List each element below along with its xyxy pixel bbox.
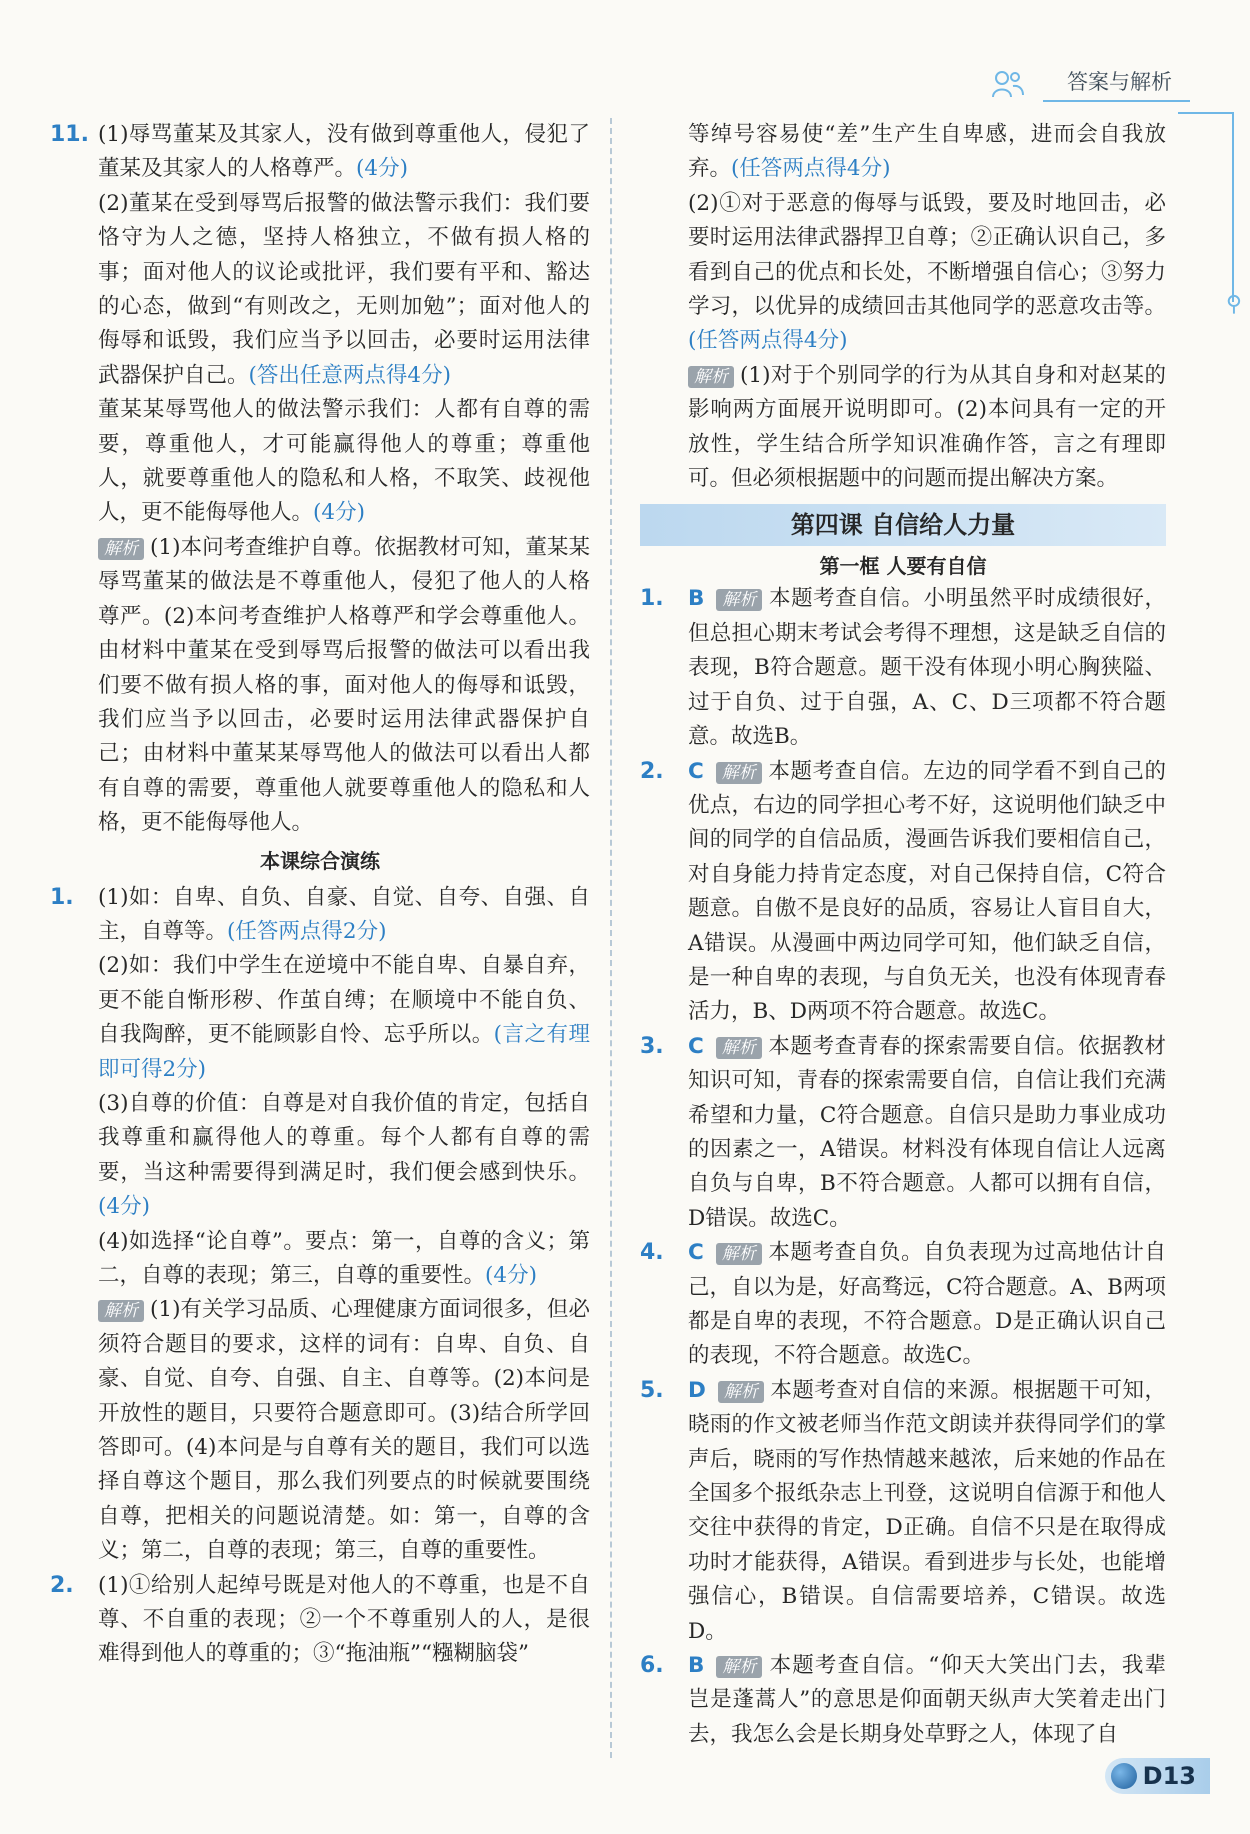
mc-item <box>640 1030 1166 1236</box>
header <box>991 60 1190 108</box>
answer-text: (2)①对于恶意的侮辱与诋毁，要及时地回击，必要时运用法律武器捍卫自尊；②正确认识自己，多看到自己的优点和长处，不断增强自信心；③努力学习，以优异的成绩回击其他同学的恶意攻击等。 <box>688 190 1166 320</box>
question-1 <box>50 881 590 1569</box>
answer-letter: C <box>688 1033 704 1059</box>
mc-item <box>640 582 1166 754</box>
analysis-tag: 解析 <box>716 1037 762 1059</box>
analysis-text: (1)对于个别同学的行为从其自身和对赵某的影响两方面展开说明即可。(2)本问具有一定的开放性，学生结合所学知识准确作答，言之有理即可。但必须根据题中的问题而提出解决方案。 <box>688 362 1166 492</box>
margin-decoration <box>1232 112 1234 302</box>
analysis-text: (1)本问考查维护自尊。依据教材可知，董某某辱骂董某的做法是不尊重他人，侵犯了他人的人格尊严。(2)本问考查维护人格尊严和学会尊重他人。由材料中董某在受到辱骂后报警的做法可以看出我们要不做有损人格的事，面对他人的侮辱和诋毁，我们应当予以回击，必要时运用法律武器保护自己；由材料中董某某辱骂他人的做法可以看出人都有自尊的需要，尊重他人就要尊重他人的隐私和人格，更不能侮辱他人。 <box>98 534 590 836</box>
score-note: (任答两点得2分) <box>227 918 387 944</box>
analysis-text: (1)有关学习品质、心理健康方面词很多，但必须符合题目的要求，这样的词有：自卑、自负、自豪、自觉、自夸、自强、自主、自尊等。(2)本问是开放性的题目，只要符合题意即可。(3)结合所学回答即可。(4)本问是与自尊有关的题目，我们可以选择自尊这个题目，那么我们列要点的时候就要围绕自尊，把相关的问题说清楚。如：第一，自尊的含义；第二，自尊的表现；第三，自尊的重要性。 <box>98 1297 590 1564</box>
analysis-tag: 解析 <box>98 538 144 560</box>
people-icon <box>991 69 1025 99</box>
question-2 <box>50 1569 590 1672</box>
answer-text: (3)自尊的价值：自尊是对自我价值的肯定，包括自我尊重和赢得他人的尊重。每个人都有自尊的需要，当这种需要得到满足时，我们便会感到快乐。 <box>98 1090 590 1185</box>
score-note: (言之有理即可得2分) <box>98 1022 590 1082</box>
analysis-tag: 解析 <box>716 762 762 784</box>
question-2-continued <box>640 118 1166 496</box>
analysis-text: 本题考查对自信的来源。根据题干可知，晓雨的作文被老师当作范文朗读并获得同学们的掌声后，晓雨的写作热情越来越浓，后来她的作品在全国多个报纸杂志上刊登，这说明自信源于和他人交往中获得的肯定，D正确。自信不只是在取得成功时才能获得，A错误。看到进步与长处，也能增强信心，B错误。自信需要培养，C错误。故选D。 <box>688 1377 1166 1644</box>
answer-letter: B <box>688 1653 705 1679</box>
answer-text: 董某某辱骂他人的做法警示我们：人都有自尊的需要，尊重他人，才可能赢得他人的尊重；尊重他人，就要尊重他人的隐私和人格，不取笑、歧视他人，更不能侮辱他人。 <box>98 397 590 526</box>
answer-text: 等绰号容易使“差”生产生自卑感，进而会自我放弃。 <box>688 122 1166 182</box>
score-note: (4分) <box>356 156 408 182</box>
analysis-text: 本题考查自负。自负表现为过高地估计自己，自以为是，好高骛远，C符合题意。A、B两项都是自卑的表现，不符合题意。D是正确认识自己的表现，不符合题意。故选C。 <box>688 1240 1166 1369</box>
answer-letter: C <box>688 1240 704 1266</box>
answer-letter: C <box>688 758 704 784</box>
analysis-text: 本题考查自信。左边的同学看不到自己的优点，右边的同学担心考不好，这说明他们缺乏中间的同学的自信品质，漫画告诉我们要相信自己，对自身能力持肯定态度，对自己保持自信，C符合题意。自傲不是良好的品质，容易让人盲目自大，A错误。从漫画中两边同学可知，他们缺乏自信，是一种自卑的表现，与自负无关，也没有体现青春活力，B、D两项不符合题意。故选C。 <box>688 758 1166 1025</box>
left-column <box>50 118 590 1672</box>
answer-letter: B <box>688 586 705 612</box>
mc-item <box>640 1374 1166 1649</box>
question-11 <box>50 118 590 841</box>
analysis-text: 本题考查青春的探索需要自信。依据教材知识可知，青春的探索需要自信，自信让我们充满希望和力量，C符合题意。自信只是助力事业成功的因素之一，A错误。材料没有体现自信让人远离自负与自卑，B不符合题意。人都可以拥有自信，D错误。故选C。 <box>688 1033 1166 1231</box>
question-number: 5. <box>640 1377 664 1403</box>
question-number: 1. <box>640 586 664 612</box>
analysis-tag: 解析 <box>688 366 734 388</box>
mc-item <box>640 755 1166 1030</box>
page-number: D13 <box>1142 1762 1196 1790</box>
analysis-text: 本题考查自信。“仰天大笑出门去，我辈岂是蓬蒿人”的意思是仰面朝天纵声大笑着走出门去，我怎么会是长期身处草野之人，体现了自 <box>688 1653 1166 1747</box>
analysis-tag: 解析 <box>98 1300 144 1322</box>
question-number: 2. <box>50 1572 74 1598</box>
analysis-text: 本题考查自信。小明虽然平时成绩很好，但总担心期末考试会考得不理想，这是缺乏自信的表现，B符合题意。题干没有体现小明心胸狭隘、过于自负、过于自强，A、C、D三项都不符合题意。故选B。 <box>688 586 1166 750</box>
score-note: (任答两点得4分) <box>731 156 891 182</box>
analysis-tag: 解析 <box>718 1381 764 1403</box>
lesson-title: 第四课 自信给人力量 <box>640 504 1166 546</box>
answer-text: (1)辱骂董某及其家人，没有做到尊重他人，侵犯了董某及其家人的人格尊严。 <box>98 122 590 182</box>
key-icon: ⚲ <box>1225 292 1242 317</box>
answer-text: (1)如：自卑、自负、自豪、自觉、自夸、自强、自主，自尊等。 <box>98 884 590 944</box>
question-number: 3. <box>640 1033 664 1059</box>
question-number: 11. <box>50 122 89 147</box>
column-divider <box>610 118 612 1758</box>
answer-text: (2)如：我们中学生在逆境中不能自卑、自暴自弃，更不能自惭形秽、作茧自缚；在顺境中不能自负、自我陶醉，更不能顾影自怜、忘乎所以。 <box>98 953 590 1048</box>
score-note: (4分) <box>313 500 365 526</box>
header-decoration <box>1178 112 1234 114</box>
right-column <box>640 118 1166 1752</box>
answer-text: (1)①给别人起绰号既是对他人的不尊重，也是不自尊、不自重的表现；②一个不尊重别人的人，是很难得到他人的尊重的；③“拖油瓶”“糨糊脑袋” <box>98 1572 590 1667</box>
answer-text: (4)如选择“论自尊”。要点：第一，自尊的含义；第二，自尊的表现；第三，自尊的重要性。 <box>98 1228 590 1288</box>
score-note: (4分) <box>98 1194 150 1220</box>
question-number: 4. <box>640 1240 664 1266</box>
analysis-tag: 解析 <box>716 1243 762 1265</box>
question-number: 2. <box>640 758 664 784</box>
answer-text: (2)董某在受到辱骂后报警的做法警示我们：我们要恪守为人之德，坚持人格独立，不做有损人格的事；面对他人的议论或批评，我们要有平和、豁达的心态，做到“有则改之，无则加勉”；面对他人的侮辱和诋毁，我们应当予以回击，必要时运用法律武器保护自己。 <box>98 190 590 388</box>
score-note: (答出任意两点得4分) <box>248 362 451 388</box>
answer-letter: D <box>688 1377 706 1403</box>
score-note: (任答两点得4分) <box>688 328 848 354</box>
globe-icon <box>1111 1763 1137 1789</box>
analysis-tag: 解析 <box>716 1656 762 1678</box>
mc-item <box>640 1236 1166 1374</box>
question-number: 1. <box>50 884 74 910</box>
mc-item <box>640 1649 1166 1752</box>
subsection-title: 第一框 人要有自信 <box>819 554 987 579</box>
section-title: 本课综合演练 <box>260 848 380 873</box>
page-footer <box>1105 1758 1210 1794</box>
score-note: (4分) <box>485 1263 537 1288</box>
question-number: 6. <box>640 1653 664 1679</box>
header-title: 答案与解析 <box>1043 66 1190 102</box>
analysis-tag: 解析 <box>716 589 762 611</box>
